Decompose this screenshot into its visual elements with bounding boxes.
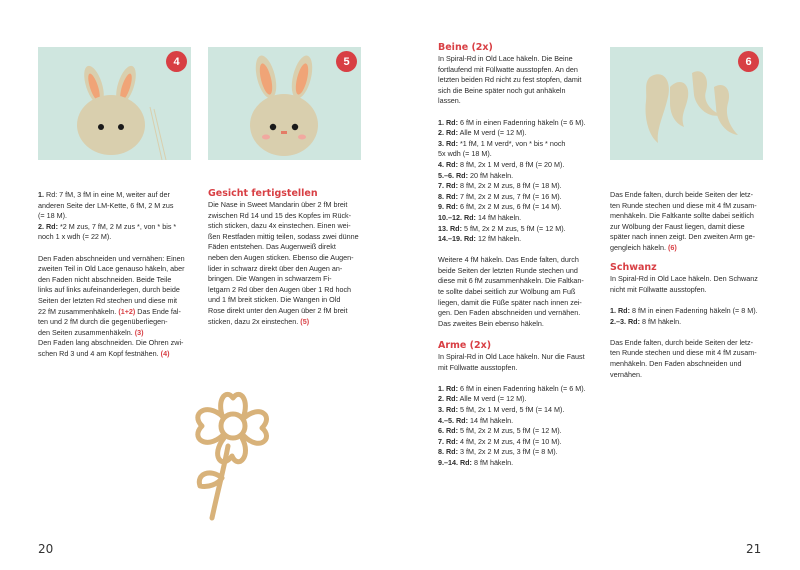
row-line: 9. Rd: 6 fM, 2x 2 M zus, 6 fM (= 14 M). — [438, 202, 562, 212]
text-line: *2 M zus, 7 fM, 2 M zus *, von * bis * — [59, 221, 177, 231]
text-line: noch 1 x wdh (= 22 M). — [38, 232, 112, 242]
row-line: 1. Rd: 8 fM in einen Fadenring häkeln (= 8 M). — [610, 305, 758, 315]
row-line: 1. Rd: 6 fM in einen Fadenring häkeln (= 6 M). — [438, 383, 586, 393]
text-line: menhäkeln. Den Faden abschneiden und — [610, 358, 742, 368]
photo-step-6 — [610, 47, 763, 160]
text-line: Das Ende fal- — [137, 306, 181, 316]
text-line: te sollte dabei seitlich zur Wölbung am Fuß — [438, 287, 576, 297]
text-line: lider in schwarz direkt über den Augen an- — [208, 263, 343, 273]
text-line: lassen. — [438, 96, 461, 106]
tail-rows — [610, 306, 768, 327]
column-left-text — [38, 190, 193, 370]
row-line: 9.–14. Rd: 8 fM häkeln. — [438, 457, 514, 467]
row-line: 8. Rd: 3 fM, 2x 2 M zus, 3 fM (= 8 M). — [438, 447, 558, 457]
row-line: 14.–19. Rd: 12 fM häkeln. — [438, 234, 522, 244]
row-line: 10.–12. Rd: 14 fM häkeln. — [438, 212, 522, 222]
text-line: (= 18 M). — [38, 211, 67, 221]
text-line: stich sticken, dazu 4x einstechen. Einen wei- — [208, 221, 351, 231]
text-line: In Spiral-Rd in Old Lace häkeln. Die Beine — [438, 54, 573, 63]
legs-outro — [438, 255, 598, 329]
legs-intro — [438, 54, 598, 107]
photo-step-4 — [38, 47, 191, 160]
row-line: 13. Rd: 5 fM, 2x 2 M zus, 5 fM (= 12 M). — [438, 223, 566, 233]
row-line: 1. Rd: 6 fM in einen Fadenring häkeln (= 6 M). — [438, 117, 586, 127]
text-line: Rose direkt unter den Augen über 2 fM breit — [208, 305, 348, 315]
photo-ref: (5) — [300, 316, 310, 326]
page-number-left: 20 — [38, 542, 54, 556]
row-label: 2. Rd: — [38, 221, 58, 231]
row-line: 7. Rd: 8 fM, 2x 2 M zus, 8 fM (= 18 M). — [438, 181, 562, 191]
text-line: ten und 2 fM durch die gegenüberliegen- — [38, 317, 168, 327]
text-line: zweiten Teil in Old Lace genauso häkeln, aber — [38, 264, 185, 274]
text-line: vernähen. — [610, 369, 642, 379]
arms-rows — [438, 384, 598, 469]
text-line: ten Runde stechen und diese mit 4 fM zusam- — [610, 348, 757, 358]
step-badge-5: 5 — [336, 51, 357, 72]
text-line: fortlaufend mit Füllwatte ausstopfen. An den — [438, 64, 578, 74]
section-heading-beine: Beine (2x) — [438, 42, 493, 53]
row-line: 7. Rd: 4 fM, 2x 2 M zus, 4 fM (= 10 M). — [438, 436, 562, 446]
row-line: 8. Rd: 7 fM, 2x 2 M zus, 7 fM (= 16 M). — [438, 191, 562, 201]
text-line: 22 fM zusammenhäkeln. — [38, 306, 117, 316]
column-face-text — [208, 188, 366, 338]
text-line: neben den Augen sticken. Ebenso die Augen- — [208, 252, 354, 262]
text-line: letgarn 2 Rd über den Augen über 1 Rd hoch — [208, 284, 352, 294]
row-line: 2. Rd: Alle M verd (= 12 M). — [438, 394, 527, 404]
text-line: den Faden nicht abschneiden. Beide Teile — [38, 274, 172, 284]
row-line: 2. Rd: Alle M verd (= 12 M). — [438, 128, 527, 138]
assembly-paragraph — [38, 254, 193, 360]
photo-step-5 — [208, 47, 361, 160]
text-line: Den Faden abschneiden und vernähen: Einen — [38, 253, 185, 263]
text-line: den Seiten zusammenhäkeln. — [38, 327, 133, 337]
photo-ref: (3) — [134, 327, 144, 337]
text-line: nicht mit Füllwatte ausstopfen. — [610, 284, 707, 294]
text-line: ßen Restfaden mittig teilen, sodass zwei dünne — [208, 231, 359, 241]
text-line: mit Füllwatte ausstopfen. — [438, 362, 518, 372]
row-line: 2.–3. Rd: 8 fM häkeln. — [610, 316, 682, 326]
photo-ref: (1+2) — [118, 306, 136, 316]
arms-intro — [438, 352, 598, 373]
text-line: schen Rd 3 und 4 am Kopf festnähen. — [38, 348, 159, 358]
photo-ref: (6) — [667, 242, 677, 252]
text-line: bringen. Die Wangen in schwarzem Fi- — [208, 274, 332, 284]
arms-finish-paragraph — [610, 190, 768, 254]
text-line: letzten beiden Rd nicht zu fest stopfen, damit — [438, 75, 582, 85]
text-line: zwischen Rd 14 und 15 des Kopfes im Rück- — [208, 210, 352, 220]
row-line: 5.–6. Rd: 20 fM häkeln. — [438, 170, 514, 180]
text-line: zur Wölbung der Faust liegen, damit diese — [610, 221, 745, 231]
text-line: Das Ende falten, durch beide Seiten der letz- — [610, 337, 754, 347]
row-line: 3. Rd: 5 fM, 2x 1 M verd, 5 fM (= 14 M). — [438, 405, 565, 414]
photo-ref: (4) — [160, 348, 170, 358]
text-line: sich die Beine später noch gut anhäkeln — [438, 85, 566, 95]
row-line: 4.–5. Rd: 14 fM häkeln. — [438, 415, 514, 425]
column-legs-arms-text — [438, 42, 598, 479]
row-label: 1. — [38, 190, 44, 199]
text-line: In Spiral-Rd in Old Lace häkeln. Nur die Faust — [438, 352, 585, 362]
text-line: gen. Den Faden abschneiden und vernähen. — [438, 308, 581, 318]
step-badge-6: 6 — [738, 51, 759, 72]
page-number-right: 21 — [746, 542, 762, 556]
text-line: liegen, damit die Füße später nach innen zei- — [438, 297, 582, 307]
face-paragraph — [208, 200, 366, 327]
legs-rows — [438, 118, 598, 245]
text-line: links auf links aufeinanderlegen, durch beide — [38, 285, 180, 295]
section-heading-arme: Arme (2x) — [438, 340, 492, 352]
flower-illustration — [178, 378, 283, 523]
text-line: gengleich häkeln. — [610, 242, 666, 252]
row-line: 3. Rd: *1 fM, 1 M verd*, von * bis * noch — [438, 138, 566, 148]
text-line: ten Runde stechen und diese mit 4 fM zusam- — [610, 200, 757, 210]
section-heading-gesicht: Gesicht fertigstellen — [208, 188, 318, 199]
text-line: Rd: 7 fM, 3 fM in eine M, weiter auf der — [46, 190, 170, 199]
tail-outro — [610, 338, 768, 380]
text-line: sticken, dazu 2x einstechen. — [208, 316, 299, 326]
column-right-text — [610, 190, 768, 391]
row-line: 6. Rd: 5 fM, 2x 2 M zus, 5 fM (= 12 M). — [438, 426, 562, 436]
row-line: 5x wdh (= 18 M). — [438, 149, 492, 159]
text-line: anderen Seite der LM-Kette, 6 fM, 2 M zus — [38, 200, 174, 210]
text-line: Das Ende falten, durch beide Seiten der letz- — [610, 190, 754, 199]
text-line: diese mit 6 fM zusammenhäkeln. Die Faltkan- — [438, 276, 584, 286]
text-line: Fäden entstehen. Das Augenweiß direkt — [208, 242, 336, 252]
text-line: Den Faden lang abschneiden. Die Ohren zwi- — [38, 338, 184, 348]
step-badge-4: 4 — [166, 51, 187, 72]
rows-1-2 — [38, 190, 193, 243]
text-line: und 1 fM breit sticken. Die Wangen in Old — [208, 295, 341, 305]
text-line: Die Nase in Sweet Mandarin über 2 fM breit — [208, 200, 348, 209]
section-heading-schwanz: Schwanz — [610, 262, 657, 274]
text-line: menhäkeln. Die Faltkante sollte dabei seitlich — [610, 211, 754, 221]
text-line: später nach innen zeigt. Den zweiten Arm ge- — [610, 232, 756, 242]
text-line: beide Seiten der letzten Runde stechen und — [438, 265, 578, 275]
text-line: Weitere 4 fM häkeln. Das Ende falten, durch — [438, 255, 579, 265]
text-line: Das zweites Bein ebenso häkeln. — [438, 318, 544, 328]
row-line: 4. Rd: 8 fM, 2x 1 M verd, 8 fM (= 20 M). — [438, 159, 565, 169]
text-line: In Spiral-Rd in Old Lace häkeln. Den Schwanz — [610, 274, 758, 284]
tail-intro — [610, 274, 768, 295]
text-line: Seiten der letzten Rd stechen und diese mit — [38, 295, 178, 305]
